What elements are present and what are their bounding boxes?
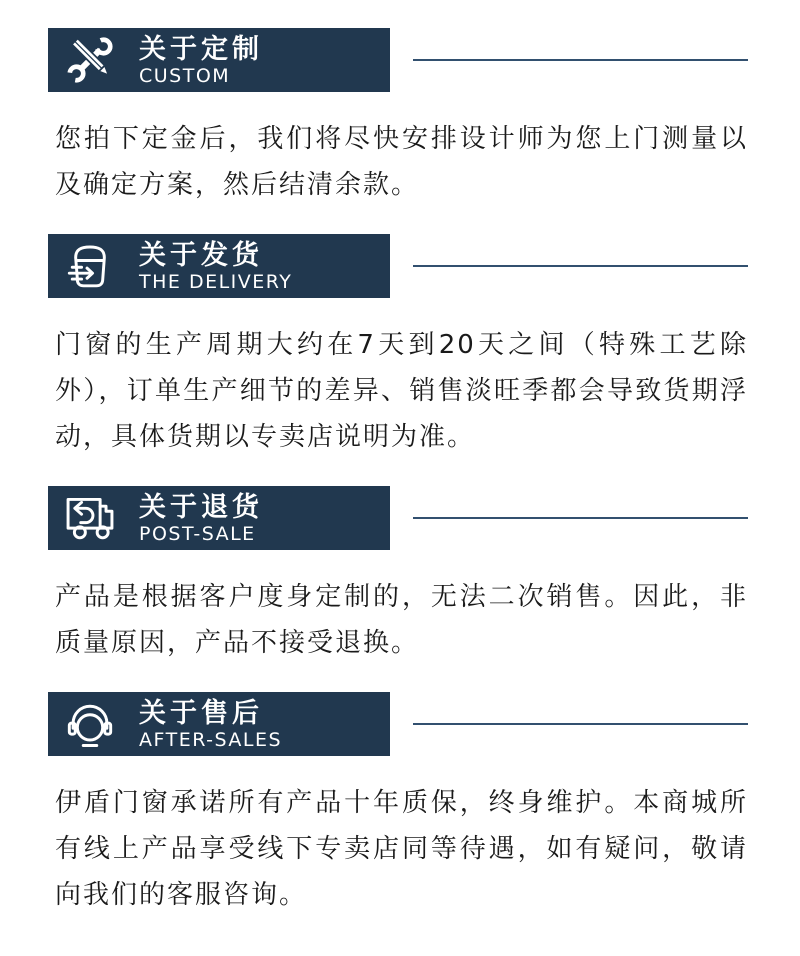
- section-title-en: AFTER-SALES: [139, 728, 283, 751]
- section-title-zh: 关于售后: [139, 697, 263, 729]
- headset-icon: [61, 695, 119, 753]
- band-text: [139, 240, 292, 293]
- section-title-zh: 关于发货: [139, 239, 263, 271]
- section-after-sales: [0, 692, 800, 918]
- section-body-text: 门窗的生产周期大约在7天到20天之间（特殊工艺除外），订单生产细节的差异、销售淡旺季都会导致货期浮动，具体货期以专卖店说明为准。: [55, 330, 748, 452]
- band-text: [139, 492, 263, 545]
- section-title-zh: 关于定制: [139, 33, 263, 65]
- section-banner-returns: [48, 486, 390, 550]
- section-banner-delivery: [48, 234, 390, 298]
- section-delivery: [0, 234, 800, 460]
- section-body-text: 产品是根据客户度身定制的，无法二次销售。因此，非质量原因，产品不接受退换。: [55, 582, 748, 658]
- section-header-after-sales: [48, 692, 748, 756]
- section-header-delivery: [48, 234, 748, 298]
- divider-line: [413, 723, 748, 725]
- band-text: [139, 698, 282, 751]
- divider-line: [413, 517, 748, 519]
- band-text: [139, 34, 263, 87]
- section-title-en: POST-SALE: [139, 522, 256, 545]
- section-title-en: CUSTOM: [139, 64, 231, 87]
- section-title-en: THE DELIVERY: [139, 270, 293, 293]
- return-truck-icon: [61, 489, 119, 547]
- divider-line: [413, 59, 748, 61]
- package-arrow-icon: [61, 237, 119, 295]
- section-header-returns: [48, 486, 748, 550]
- section-banner-custom: [48, 28, 390, 92]
- section-body-text: 您拍下定金后，我们将尽快安排设计师为您上门测量以及确定方案，然后结清余款。: [55, 124, 748, 200]
- section-custom: [0, 28, 800, 208]
- divider-line: [413, 265, 748, 267]
- section-returns: [0, 486, 800, 666]
- section-body-text: 伊盾门窗承诺所有产品十年质保，终身维护。本商城所有线上产品享受线下专卖店同等待遇，如有疑问，敬请向我们的客服咨询。: [55, 788, 748, 910]
- section-banner-after-sales: [48, 692, 390, 756]
- section-header-custom: [48, 28, 748, 92]
- section-title-zh: 关于退货: [139, 491, 263, 523]
- pencil-wrench-icon: [61, 31, 119, 89]
